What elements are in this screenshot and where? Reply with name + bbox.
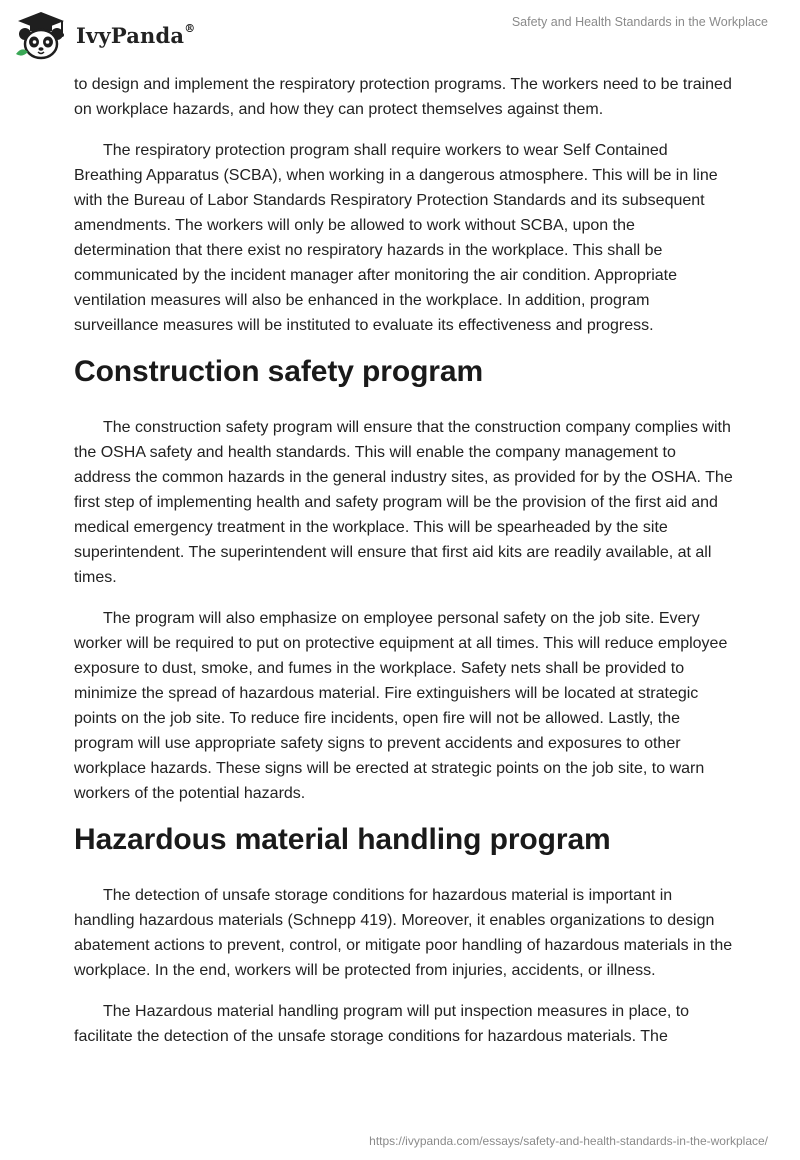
registered-mark: ®	[184, 21, 196, 35]
page-header	[0, 0, 800, 70]
paragraph-hazardous-1: The detection of unsafe storage conditions for hazardous material is important in handling hazardous materials (Schnepp 419). Moreover, it enables organizations to design abatement actions to prevent, control, or mitigate poor handling of hazardous materials in the workplace. In the end, workers will be protected from injuries, accidents, or illness.	[74, 887, 733, 979]
document-title: Safety and Health Standards in the Workplace	[511, 15, 768, 29]
paragraph-respiratory: The respiratory protection program shall require workers to wear Self Contained Breathing Apparatus (SCBA), when working in a dangerous atmosphere. This will be in line with the Bureau of Labor Standards Respiratory Protection Standards and its subsequent amendments. The workers will only be allowed to work without SCBA, upon the determination that there exist no respiratory hazards in the workplace. This shall be communicated by the incident manager after monitoring the air condition. Appropriate ventilation measures will also be enhanced in the workplace. In addition, program surveillance measures will be instituted to evaluate its effectiveness and progress.	[74, 142, 718, 334]
paragraph-continued: to design and implement the respiratory protection programs. The workers need to be trained on workplace hazards, and how they can protect themselves against them.	[74, 76, 732, 118]
source-url-link[interactable]: https://ivypanda.com/essays/safety-and-health-standards-in-the-workplace/	[369, 1134, 768, 1148]
brand-name: IvyPanda®	[76, 21, 196, 48]
brand-logo[interactable]	[12, 10, 195, 60]
panda-graduate-icon	[12, 10, 70, 60]
paragraph-construction-1: The construction safety program will ensure that the construction company complies with the OSHA safety and health standards. This will enable the company management to address the common hazards in the general industry sites, as provided for by the OSHA. The first step of implementing health and safety program will be the provision of the first aid and medical emergency treatment in the workplace. This will be spearheaded by the site superintendent. The superintendent will ensure that first aid kits are readily available, at all times.	[74, 419, 733, 586]
paragraph-hazardous-2: The Hazardous material handling program will put inspection measures in place, to facilitate the detection of the unsafe storage conditions for hazardous materials. The	[74, 1003, 690, 1045]
heading-construction-safety: Construction safety program	[74, 355, 484, 388]
paragraph-construction-2: The program will also emphasize on employee personal safety on the job site. Every worker will be required to put on protective equipment at all times. This will reduce employee exposure to dust, smoke, and fumes in the workplace. Safety nets shall be provided to minimize the spread of hazardous material. Fire extinguishers will be located at strategic points on the job site. To reduce fire incidents, open fire will not be allowed. Lastly, the program will use appropriate safety signs to prevent accidents and exposures to other workplace hazards. These signs will be erected at strategic points on the job site, to warn workers of the potential hazards.	[74, 610, 728, 802]
heading-hazardous-material: Hazardous material handling program	[74, 823, 611, 856]
essay-body	[74, 72, 734, 1065]
